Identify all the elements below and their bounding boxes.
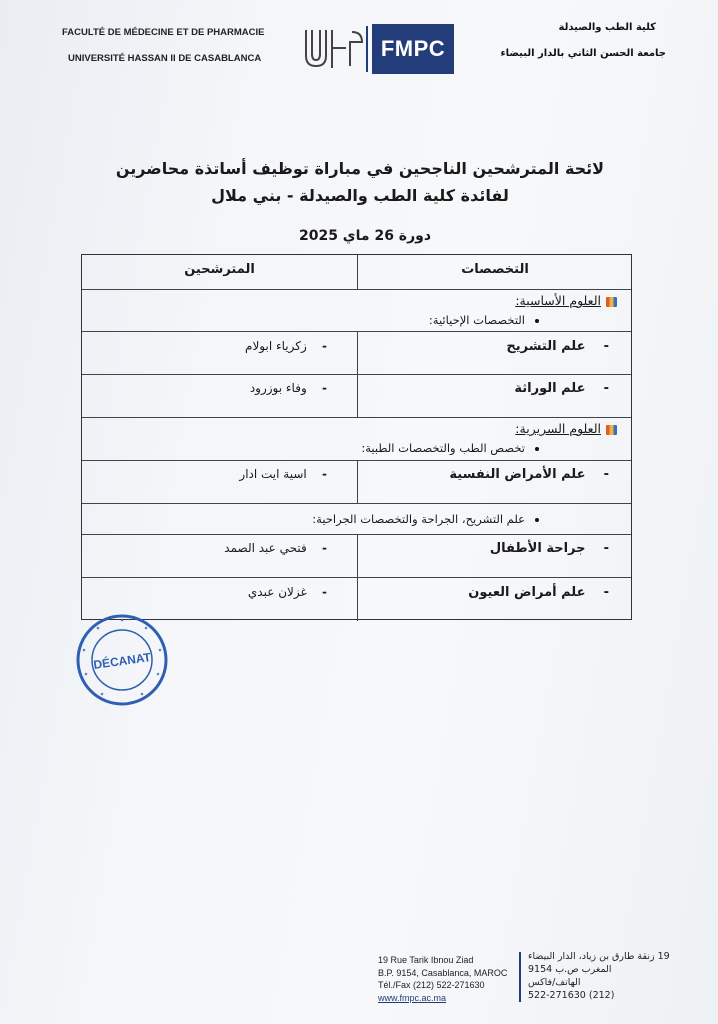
specialty-genetics: - علم الوراثة	[514, 381, 609, 396]
fmpc-logo	[302, 24, 454, 74]
header-specialties: التخصصات	[461, 262, 529, 277]
footer-address-ar: 19 زنقة طارق بن زياد، الدار البيضاء المغرب ص.ب 9154 الهاتف/فاكس (212) 522-271630	[528, 951, 670, 1001]
row-divider	[82, 289, 631, 290]
document-title: لائحة المترشحين الناجحين في مباراة توظيف أساتذة محاضرين لفائدة كلية الطب والصيدلة - بني ملال	[115, 159, 605, 205]
category-basic-sciences: العلوم الأساسية:	[515, 293, 617, 309]
faculty-name-ar: كلية الطب والصيدلة	[558, 22, 656, 33]
col-divider	[357, 331, 358, 417]
subcategory-surgical: علم التشريح، الجراحة والتخصصات الجراحية:	[312, 512, 539, 526]
book-icon	[606, 297, 617, 307]
website-link[interactable]: www.fmpc.ac.ma	[378, 992, 447, 1003]
specialty-pediatric-surgery: - جراحة الأطفال	[489, 541, 609, 556]
book-icon	[606, 425, 617, 435]
col-divider	[357, 460, 358, 503]
header-candidates: المترشحين	[184, 262, 255, 277]
candidate-psychiatry: - اسية ايت ادار	[239, 467, 327, 481]
logo-divider	[366, 26, 368, 72]
university-name-fr: UNIVERSITÉ HASSAN II DE CASABLANCA	[68, 53, 262, 64]
bullet-icon	[535, 518, 539, 522]
col-divider	[357, 534, 358, 621]
stamp-center-text: DÉCANAT	[92, 650, 152, 672]
row-divider	[82, 503, 631, 504]
specialty-ophthalmology: - علم أمراض العيون	[468, 585, 609, 600]
bullet-icon	[535, 319, 539, 323]
subcategory-biological: التخصصات الإحيائية:	[429, 313, 539, 327]
bullet-icon	[535, 447, 539, 451]
candidate-ophthalmology: - غزلان عبدي	[247, 585, 327, 599]
fmpc-wordmark: FMPC	[372, 24, 454, 74]
university-name-ar: جامعة الحسن الثاني بالدار البيضاء	[500, 48, 666, 59]
category-clinical-sciences: العلوم السريرية:	[515, 421, 617, 437]
row-divider	[82, 417, 631, 418]
candidate-anatomy: - زكرياء ابولام	[245, 339, 327, 353]
specialty-anatomy: - علم التشريح	[506, 339, 609, 354]
footer-address-fr: 19 Rue Tarik Ibnou Ziad B.P. 9154, Casablanca, MAROC Tél./Fax (212) 522-271630 www.fmpc.ac.ma	[378, 955, 508, 1003]
specialty-psychiatry: - علم الأمراض النفسية	[449, 467, 609, 482]
decanat-stamp	[74, 612, 170, 708]
university-emblem-icon	[302, 26, 364, 72]
subcategory-medical: تخصص الطب والتخصصات الطبية:	[361, 441, 539, 455]
footer-divider	[519, 952, 521, 1002]
results-table	[81, 254, 632, 620]
candidate-pediatric-surgery: - فتحي عبد الصمد	[224, 541, 327, 555]
candidate-genetics: - وفاء بوزرود	[249, 381, 327, 395]
faculty-name-fr: FACULTÉ DE MÉDECINE ET DE PHARMACIE	[62, 27, 265, 38]
session-date: دورة 26 ماي 2025	[298, 228, 432, 244]
